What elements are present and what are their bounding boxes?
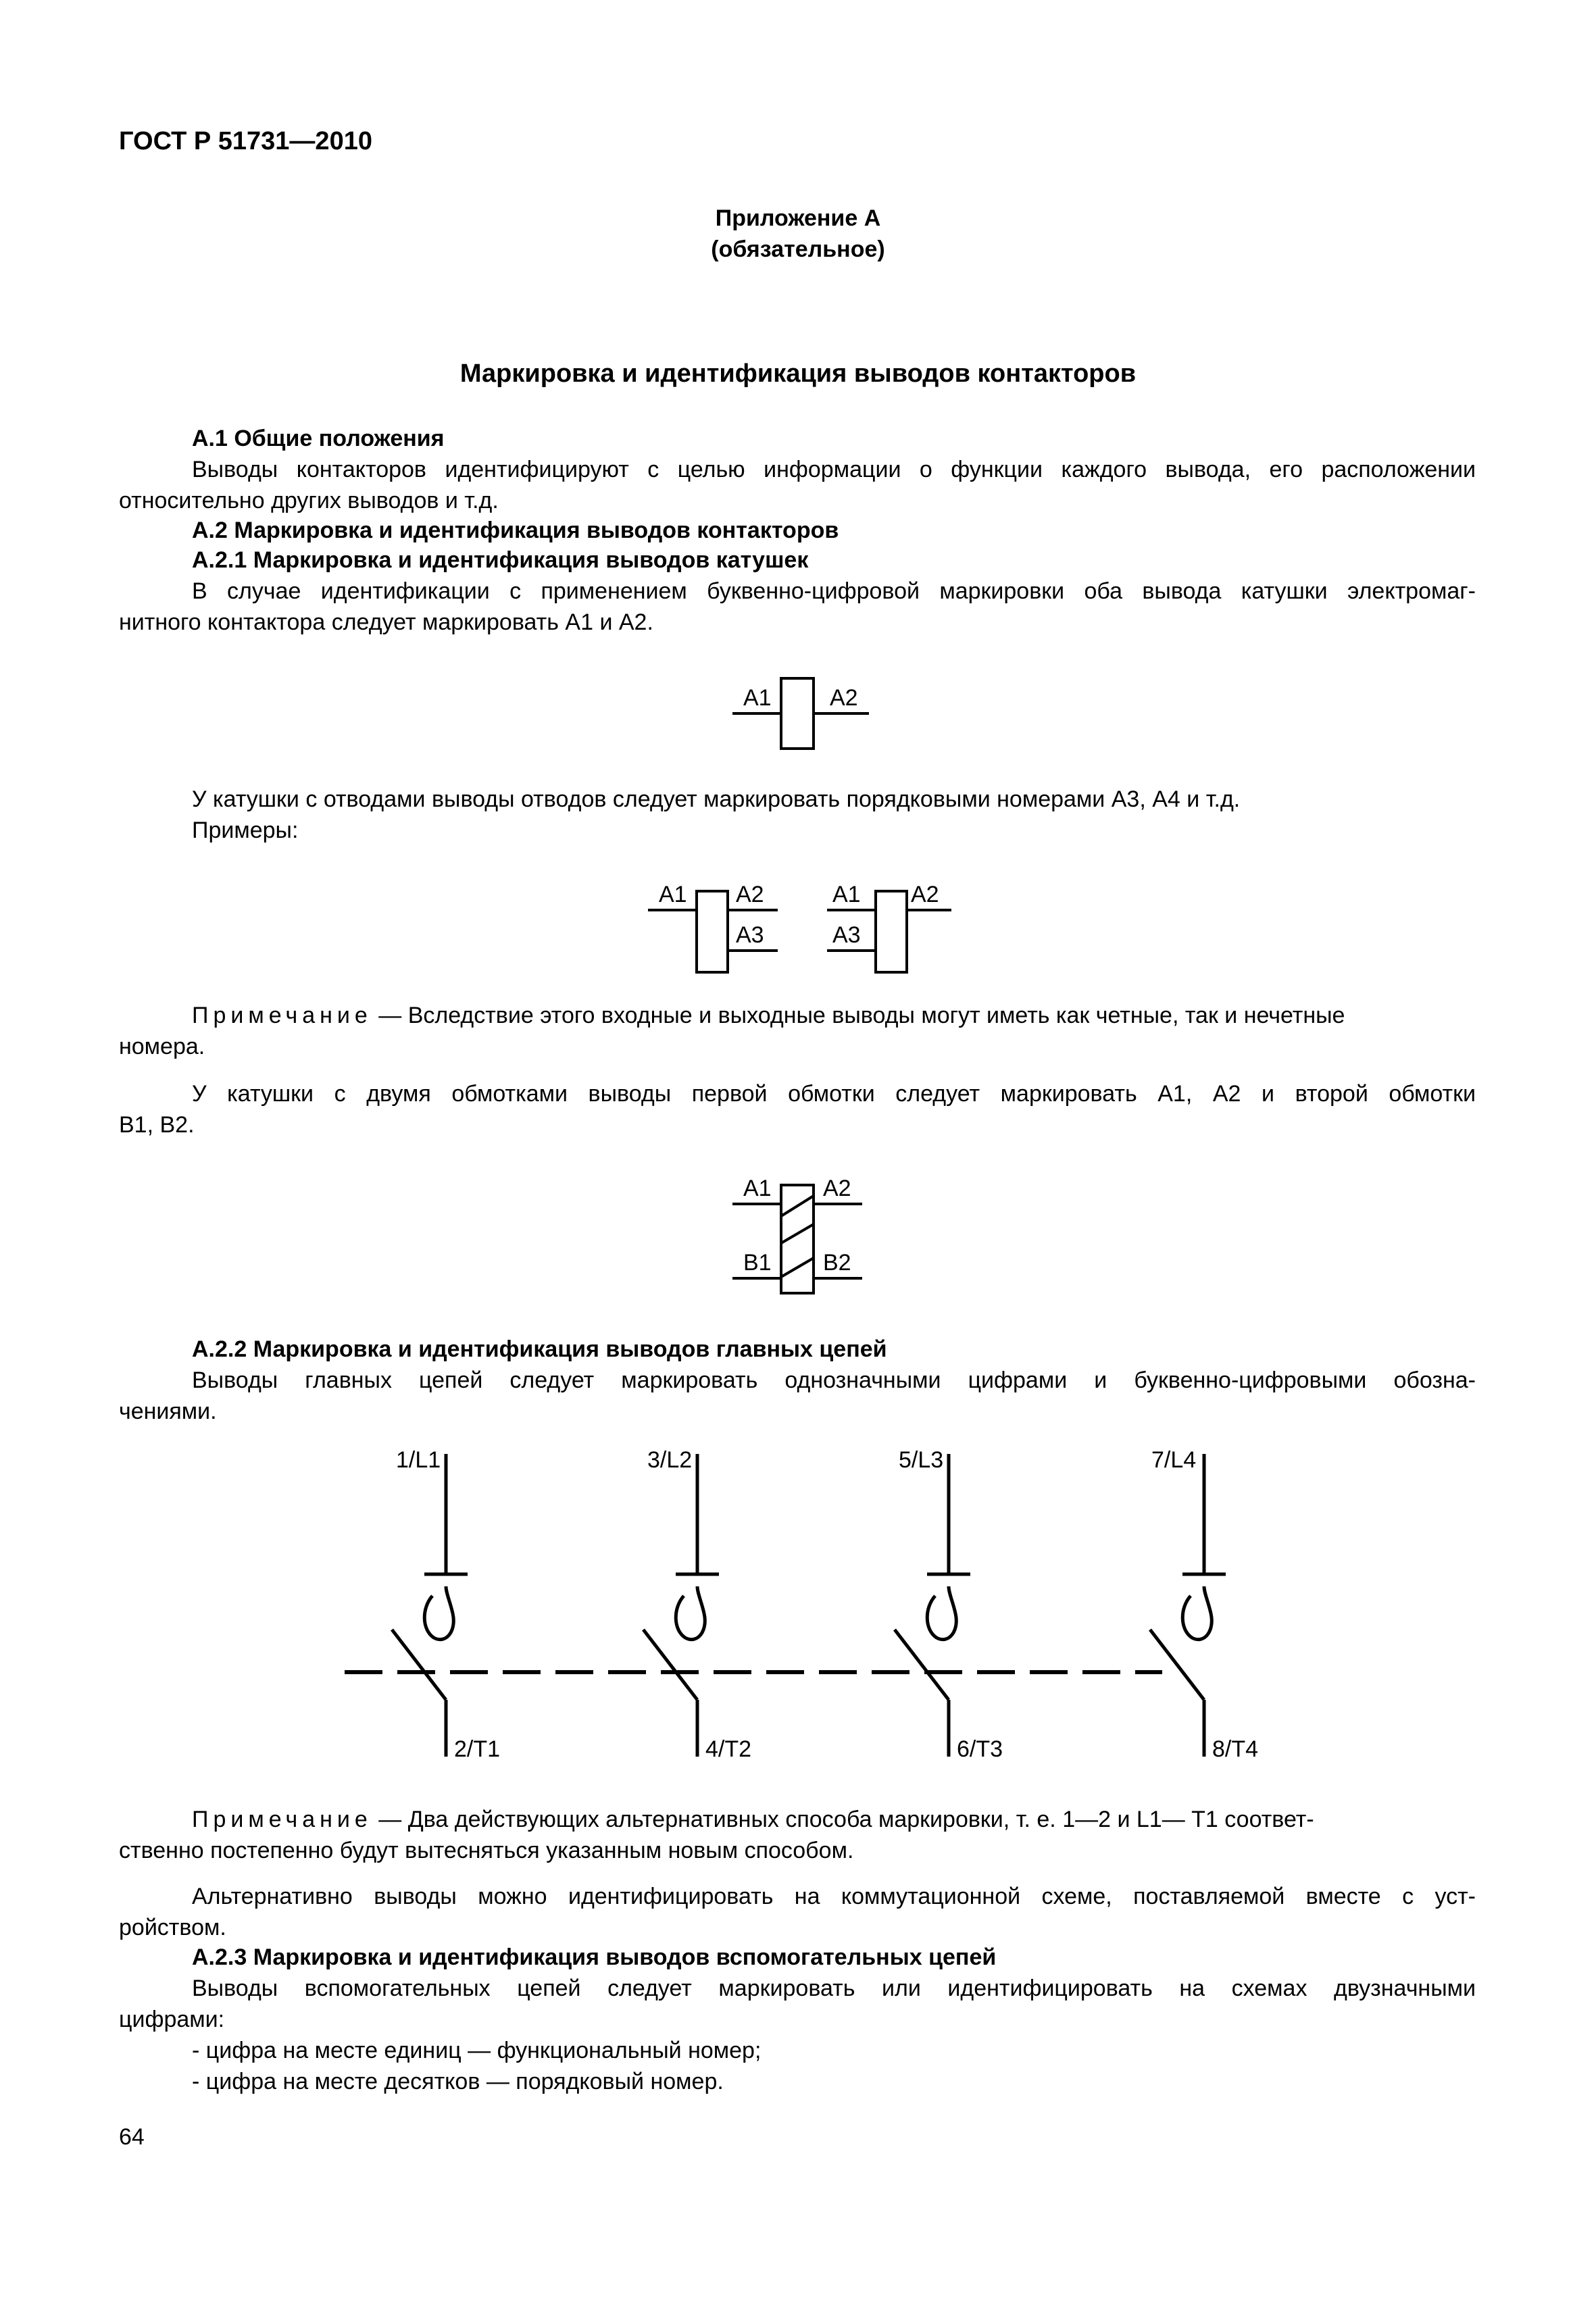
pole-2 <box>643 1447 751 1762</box>
alt-line2: ройством. <box>119 1915 226 1940</box>
section-a23-heading: А.2.3 Маркировка и идентификация выводов вспомогательных цепей <box>192 1944 997 1970</box>
terminal-1-l1: 1/L1 <box>396 1447 441 1473</box>
terminal-7-l4: 7/L4 <box>1151 1447 1197 1473</box>
two-label-a1: A1 <box>743 1176 772 1201</box>
section-a22-heading: А.2.2 Маркировка и идентификация выводов главных цепей <box>192 1336 887 1362</box>
two-winding-coil-diagram <box>730 1169 878 1304</box>
terminal-5-l3: 5/L3 <box>899 1447 944 1473</box>
two-label-a2: A2 <box>823 1176 851 1201</box>
section-a23-line2: цифрами: <box>119 2007 225 2032</box>
section-a23-line1: Выводы вспомогательных цепей следует маркировать или идентифицировать на схемах двузначными <box>192 1976 1476 2001</box>
two-windings-line1: У катушки с двумя обмотками выводы первой обмотки следует маркировать А1, А2 и второй обмотки <box>192 1081 1476 1107</box>
tap-left-a2: A2 <box>736 882 764 907</box>
alt-line1: Альтернативно выводы можно идентифицировать на коммутационной схеме, поставляемой вместе с уст- <box>192 1884 1476 1909</box>
note2-line2: ственно постепенно будут вытесняться указанным новым способом. <box>119 1838 854 1863</box>
main-title: Маркировка и идентификация выводов контакторов <box>459 359 1137 388</box>
annex-status: (обязательное) <box>711 236 885 262</box>
taps-line1: У катушки с отводами выводы отводов следует маркировать порядковыми номерами А3, А4 и т.д. <box>192 786 1241 812</box>
two-windings-line2: В1, В2. <box>119 1112 195 1138</box>
section-a21-line2: нитного контактора следует маркировать А1 и А2. <box>119 609 653 635</box>
pole-1 <box>392 1447 500 1762</box>
terminal-4-t2: 4/T2 <box>705 1736 752 1762</box>
tapped-coil-diagram-left <box>645 875 794 976</box>
tapped-coil-diagram-right <box>818 875 966 976</box>
terminal-8-t4: 8/T4 <box>1212 1736 1259 1762</box>
note1-label: Примечание <box>192 1003 372 1028</box>
note1-line2: номера. <box>119 1034 205 1059</box>
annex-title: Приложение А <box>715 205 881 231</box>
tap-right-a2: A2 <box>911 882 939 907</box>
main-circuits-diagram <box>0 1439 1596 1777</box>
section-a23-item1: - цифра на месте единиц — функциональный номер; <box>192 2038 762 2063</box>
note2-line1 <box>192 1804 1476 1835</box>
section-a21-line1: В случае идентификации с применением буквенно-цифровой маркировки оба вывода катушки электромаг- <box>192 578 1476 604</box>
note1-text: — Вследствие этого входные и выходные выводы могут иметь как четные, так и нечетные <box>372 1003 1345 1028</box>
terminal-2-t1: 2/T1 <box>454 1736 501 1762</box>
pole-4 <box>1150 1447 1258 1762</box>
note2-text: — Два действующих альтернативных способа маркировки, т. е. 1—2 и L1— Т1 соответ- <box>372 1807 1314 1832</box>
pole-3 <box>895 1447 1003 1762</box>
tap-right-a3: A3 <box>832 922 861 948</box>
coil-diagram <box>730 676 878 757</box>
document-id: ГОСТ Р 51731—2010 <box>119 127 372 155</box>
tap-left-a3: A3 <box>736 922 764 948</box>
section-a21-heading: А.2.1 Маркировка и идентификация выводов катушек <box>192 547 809 573</box>
page-number: 64 <box>119 2124 145 2150</box>
terminal-3-l2: 3/L2 <box>647 1447 693 1473</box>
two-label-b2: B2 <box>823 1250 851 1276</box>
terminal-6-t3: 6/T3 <box>957 1736 1003 1762</box>
tap-left-a1: A1 <box>659 882 687 907</box>
two-label-b1: B1 <box>743 1250 772 1276</box>
note1-line1 <box>192 1000 1476 1031</box>
coil-label-a1: A1 <box>743 685 772 711</box>
taps-line2: Примеры: <box>192 818 299 843</box>
section-a23-item2: - цифра на месте десятков — порядковый номер. <box>192 2069 724 2094</box>
tap-right-a1: A1 <box>832 882 861 907</box>
section-a22-line1: Выводы главных цепей следует маркировать однозначными цифрами и буквенно-цифровыми обозна- <box>192 1367 1476 1393</box>
coil-label-a2: A2 <box>830 685 858 711</box>
section-a2-heading: А.2 Маркировка и идентификация выводов контакторов <box>192 518 839 543</box>
section-a1-line2: относительно других выводов и т.д. <box>119 488 499 513</box>
note2-label: Примечание <box>192 1807 372 1832</box>
section-a1-line1: Выводы контакторов идентифицируют с целью информации о функции каждого вывода, его расположении <box>192 457 1476 482</box>
section-a1-heading: А.1 Общие положения <box>192 426 445 451</box>
section-a22-line2: чениями. <box>119 1399 217 1424</box>
